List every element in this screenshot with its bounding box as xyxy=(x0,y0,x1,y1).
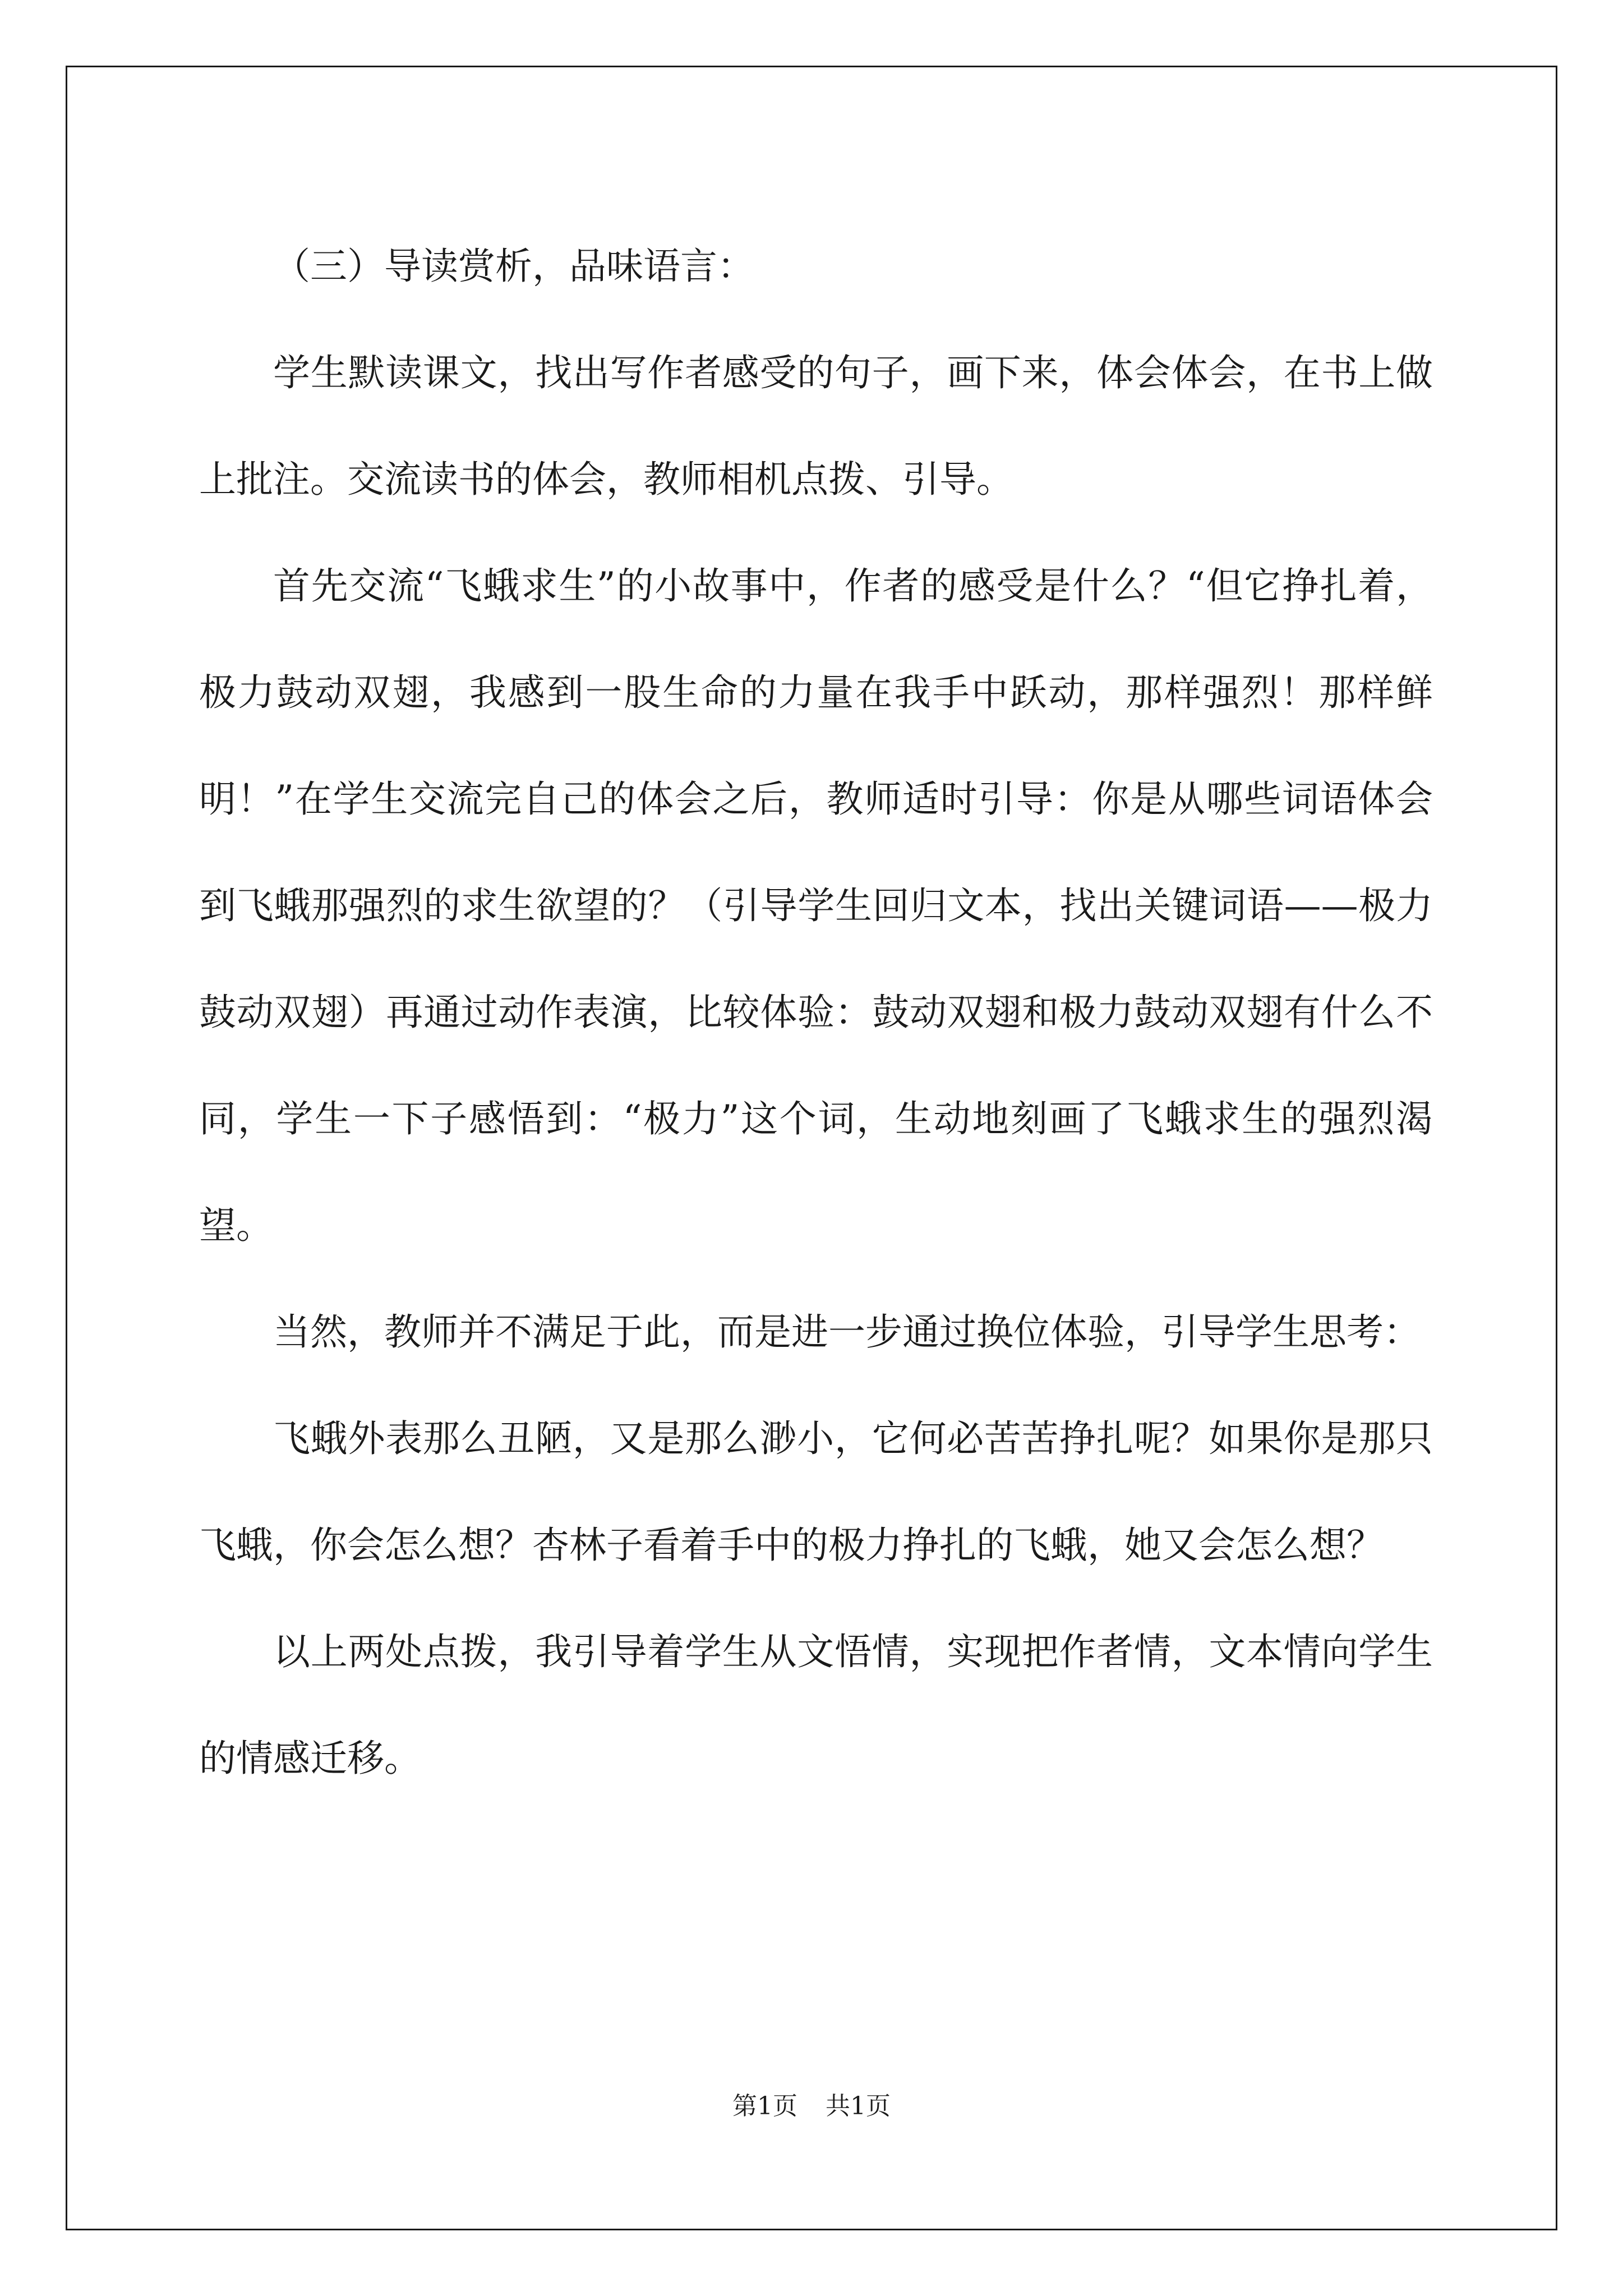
page-footer xyxy=(0,2090,1623,2123)
paragraph: 首先交流“飞蛾求生”的小故事中，作者的感受是什么？“但它挣扎着，极力鼓动双翅，我感到一股生命的力量在我手中跃动，那样强烈！那样鲜明！”在学生交流完自己的体会之后，教师适时引导：你是从哪些词语体会到飞蛾那强烈的求生欲望的？（引导学生回归文本，找出关键词语——极力鼓动双翅）再通过动作表演，比较体验：鼓动双翅和极力鼓动双翅有什么不同，学生一下子感悟到：“极力”这个词，生动地刻画了飞蛾求生的强烈渴望。 xyxy=(199,564,1433,1247)
paragraph: 以上两处点拨，我引导着学生从文悟情，实现把作者情，文本情向学生的情感迁移。 xyxy=(199,1630,1433,1780)
paragraph: 学生默读课文，找出写作者感受的句子，画下来，体会体会，在书上做上批注。交流读书的体会，教师相机点拨、引导。 xyxy=(199,351,1433,501)
paragraph: 当然，教师并不满足于此，而是进一步通过换位体验，引导学生思考： xyxy=(273,1310,1421,1354)
paragraph: 飞蛾外表那么丑陋，又是那么渺小，它何必苦苦挣扎呢？如果你是那只飞蛾，你会怎么想？杏林子看着手中的极力挣扎的飞蛾，她又会怎么想？ xyxy=(199,1417,1433,1567)
page-number-total: 共1页 xyxy=(826,2092,891,2120)
document-body xyxy=(199,213,1433,1812)
section-heading: （三）导读赏析，品味语言： xyxy=(273,245,754,288)
page-number-current: 第1页 xyxy=(732,2092,797,2120)
